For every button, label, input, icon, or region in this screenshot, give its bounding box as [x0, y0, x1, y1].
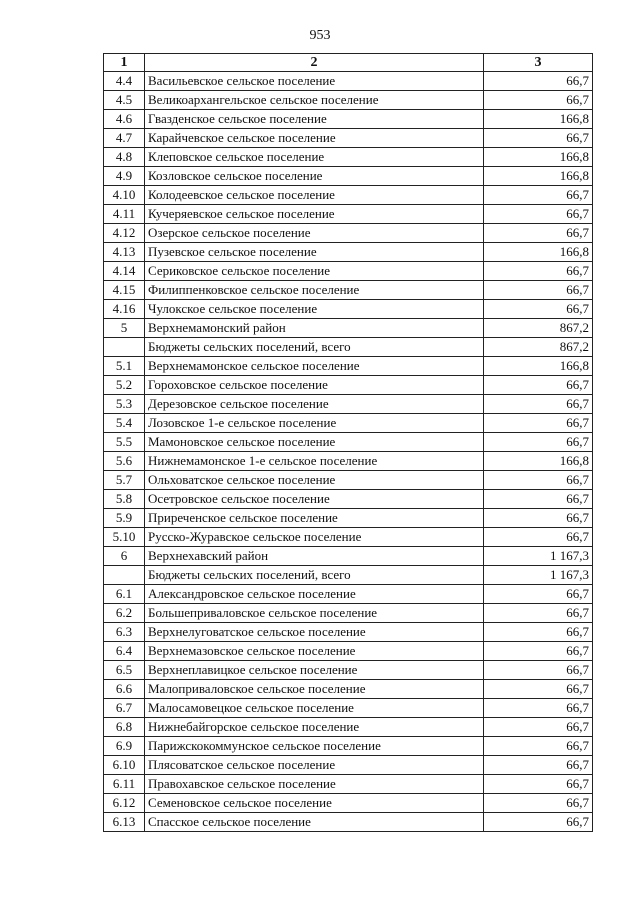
row-amount-cell: 1 167,3 [484, 566, 593, 585]
row-name-cell: Великоархангельское сельское поселение [145, 91, 484, 110]
table-row [104, 281, 593, 300]
page-number: 953 [309, 28, 331, 43]
row-name-cell: Клеповское сельское поселение [145, 148, 484, 167]
table-header-row [104, 54, 593, 72]
table-row [104, 205, 593, 224]
row-number-cell: 6.13 [104, 813, 145, 832]
row-amount-cell: 66,7 [484, 395, 593, 414]
row-amount-cell: 166,8 [484, 148, 593, 167]
row-amount-cell: 66,7 [484, 813, 593, 832]
row-number-cell [104, 566, 145, 585]
row-amount-cell: 66,7 [484, 471, 593, 490]
column-header-amount: 3 [484, 54, 593, 72]
row-name-cell: Бюджеты сельских поселений, всего [145, 566, 484, 585]
table-row [104, 699, 593, 718]
row-amount-cell: 166,8 [484, 452, 593, 471]
row-number-cell: 4.11 [104, 205, 145, 224]
row-number-cell: 6.4 [104, 642, 145, 661]
row-name-cell: Нижнебайгорское сельское поселение [145, 718, 484, 737]
row-name-cell: Верхнемазовское сельское поселение [145, 642, 484, 661]
row-name-cell: Малосамовецкое сельское поселение [145, 699, 484, 718]
row-amount-cell: 867,2 [484, 338, 593, 357]
row-amount-cell: 166,8 [484, 357, 593, 376]
row-number-cell: 4.9 [104, 167, 145, 186]
row-amount-cell: 66,7 [484, 604, 593, 623]
row-number-cell: 6.7 [104, 699, 145, 718]
row-number-cell: 4.16 [104, 300, 145, 319]
table-row [104, 376, 593, 395]
table-row [104, 528, 593, 547]
row-name-cell: Гороховское сельское поселение [145, 376, 484, 395]
table-row [104, 680, 593, 699]
table-row [104, 509, 593, 528]
row-number-cell: 4.5 [104, 91, 145, 110]
row-number-cell [104, 338, 145, 357]
table-row [104, 433, 593, 452]
table-row [104, 319, 593, 338]
table-row [104, 566, 593, 585]
row-amount-cell: 66,7 [484, 509, 593, 528]
row-amount-cell: 66,7 [484, 623, 593, 642]
row-number-cell: 5.7 [104, 471, 145, 490]
row-amount-cell: 166,8 [484, 110, 593, 129]
row-name-cell: Ольховатское сельское поселение [145, 471, 484, 490]
table-row [104, 661, 593, 680]
table-row [104, 813, 593, 832]
row-amount-cell: 66,7 [484, 794, 593, 813]
row-number-cell: 6.1 [104, 585, 145, 604]
row-name-cell: Дерезовское сельское поселение [145, 395, 484, 414]
row-number-cell: 4.4 [104, 72, 145, 91]
row-name-cell: Васильевское сельское поселение [145, 72, 484, 91]
row-amount-cell: 66,7 [484, 661, 593, 680]
row-number-cell: 5.1 [104, 357, 145, 376]
row-amount-cell: 66,7 [484, 224, 593, 243]
table-row [104, 471, 593, 490]
row-number-cell: 5.2 [104, 376, 145, 395]
row-amount-cell: 66,7 [484, 756, 593, 775]
table-row [104, 585, 593, 604]
table-row [104, 91, 593, 110]
row-amount-cell: 66,7 [484, 262, 593, 281]
row-name-cell: Спасское сельское поселение [145, 813, 484, 832]
table-row [104, 737, 593, 756]
row-name-cell: Пузевское сельское поселение [145, 243, 484, 262]
row-name-cell: Осетровское сельское поселение [145, 490, 484, 509]
budget-table [103, 53, 593, 832]
row-amount-cell: 66,7 [484, 300, 593, 319]
table-row [104, 452, 593, 471]
row-amount-cell: 166,8 [484, 243, 593, 262]
row-name-cell: Парижскокоммунское сельское поселение [145, 737, 484, 756]
table-row [104, 490, 593, 509]
table-row [104, 604, 593, 623]
row-number-cell: 5 [104, 319, 145, 338]
row-name-cell: Большеприваловское сельское поселение [145, 604, 484, 623]
table-row [104, 547, 593, 566]
row-name-cell: Нижнемамонское 1-е сельское поселение [145, 452, 484, 471]
row-name-cell: Козловское сельское поселение [145, 167, 484, 186]
row-name-cell: Плясоватское сельское поселение [145, 756, 484, 775]
row-name-cell: Сериковское сельское поселение [145, 262, 484, 281]
row-amount-cell: 1 167,3 [484, 547, 593, 566]
row-amount-cell: 166,8 [484, 167, 593, 186]
row-name-cell: Колодеевское сельское поселение [145, 186, 484, 205]
row-number-cell: 6.8 [104, 718, 145, 737]
row-number-cell: 4.15 [104, 281, 145, 300]
row-number-cell: 6.10 [104, 756, 145, 775]
row-name-cell: Верхнемамонский район [145, 319, 484, 338]
row-amount-cell: 66,7 [484, 528, 593, 547]
row-number-cell: 5.10 [104, 528, 145, 547]
row-name-cell: Семеновское сельское поселение [145, 794, 484, 813]
row-name-cell: Верхнеплавицкое сельское поселение [145, 661, 484, 680]
row-amount-cell: 66,7 [484, 490, 593, 509]
table-row [104, 110, 593, 129]
table-row [104, 224, 593, 243]
row-name-cell: Русско-Журавское сельское поселение [145, 528, 484, 547]
row-name-cell: Правохавское сельское поселение [145, 775, 484, 794]
row-amount-cell: 66,7 [484, 129, 593, 148]
table-row [104, 129, 593, 148]
table-row [104, 167, 593, 186]
row-amount-cell: 66,7 [484, 775, 593, 794]
table-body [104, 72, 593, 832]
table-row [104, 775, 593, 794]
column-header-number: 1 [104, 54, 145, 72]
row-name-cell: Верхнелуговатское сельское поселение [145, 623, 484, 642]
row-amount-cell: 66,7 [484, 186, 593, 205]
row-amount-cell: 66,7 [484, 737, 593, 756]
row-number-cell: 5.3 [104, 395, 145, 414]
row-number-cell: 6 [104, 547, 145, 566]
table-row [104, 300, 593, 319]
row-number-cell: 4.14 [104, 262, 145, 281]
table-row [104, 72, 593, 91]
row-number-cell: 4.10 [104, 186, 145, 205]
row-number-cell: 4.6 [104, 110, 145, 129]
row-amount-cell: 66,7 [484, 699, 593, 718]
row-number-cell: 6.6 [104, 680, 145, 699]
row-name-cell: Лозовское 1-е сельское поселение [145, 414, 484, 433]
row-number-cell: 5.9 [104, 509, 145, 528]
row-number-cell: 6.2 [104, 604, 145, 623]
table-row [104, 338, 593, 357]
table-row [104, 794, 593, 813]
table-row [104, 357, 593, 376]
row-number-cell: 6.12 [104, 794, 145, 813]
table-row [104, 414, 593, 433]
row-amount-cell: 66,7 [484, 433, 593, 452]
table-row [104, 186, 593, 205]
row-number-cell: 5.8 [104, 490, 145, 509]
table-row [104, 642, 593, 661]
row-number-cell: 6.3 [104, 623, 145, 642]
row-number-cell: 5.4 [104, 414, 145, 433]
row-name-cell: Карайчевское сельское поселение [145, 129, 484, 148]
row-amount-cell: 66,7 [484, 281, 593, 300]
row-number-cell: 6.5 [104, 661, 145, 680]
row-amount-cell: 66,7 [484, 205, 593, 224]
row-amount-cell: 66,7 [484, 718, 593, 737]
table-row [104, 623, 593, 642]
row-number-cell: 5.5 [104, 433, 145, 452]
row-amount-cell: 66,7 [484, 72, 593, 91]
row-amount-cell: 66,7 [484, 680, 593, 699]
row-number-cell: 4.8 [104, 148, 145, 167]
row-amount-cell: 867,2 [484, 319, 593, 338]
table-row [104, 718, 593, 737]
table-row [104, 148, 593, 167]
row-name-cell: Верхнемамонское сельское поселение [145, 357, 484, 376]
row-name-cell: Верхнехавский район [145, 547, 484, 566]
table-row [104, 243, 593, 262]
table-row [104, 756, 593, 775]
row-name-cell: Александровское сельское поселение [145, 585, 484, 604]
row-number-cell: 4.13 [104, 243, 145, 262]
row-amount-cell: 66,7 [484, 91, 593, 110]
row-amount-cell: 66,7 [484, 376, 593, 395]
column-header-name: 2 [145, 54, 484, 72]
row-name-cell: Бюджеты сельских поселений, всего [145, 338, 484, 357]
row-number-cell: 5.6 [104, 452, 145, 471]
row-number-cell: 4.12 [104, 224, 145, 243]
table-row [104, 395, 593, 414]
row-name-cell: Приреченское сельское поселение [145, 509, 484, 528]
row-name-cell: Малоприваловское сельское поселение [145, 680, 484, 699]
row-name-cell: Чулокское сельское поселение [145, 300, 484, 319]
row-number-cell: 4.7 [104, 129, 145, 148]
table-row [104, 262, 593, 281]
row-name-cell: Мамоновское сельское поселение [145, 433, 484, 452]
row-name-cell: Озерское сельское поселение [145, 224, 484, 243]
row-number-cell: 6.9 [104, 737, 145, 756]
row-name-cell: Филиппенковское сельское поселение [145, 281, 484, 300]
row-name-cell: Кучеряевское сельское поселение [145, 205, 484, 224]
row-amount-cell: 66,7 [484, 642, 593, 661]
row-name-cell: Гвазденское сельское поселение [145, 110, 484, 129]
row-amount-cell: 66,7 [484, 414, 593, 433]
row-amount-cell: 66,7 [484, 585, 593, 604]
row-number-cell: 6.11 [104, 775, 145, 794]
